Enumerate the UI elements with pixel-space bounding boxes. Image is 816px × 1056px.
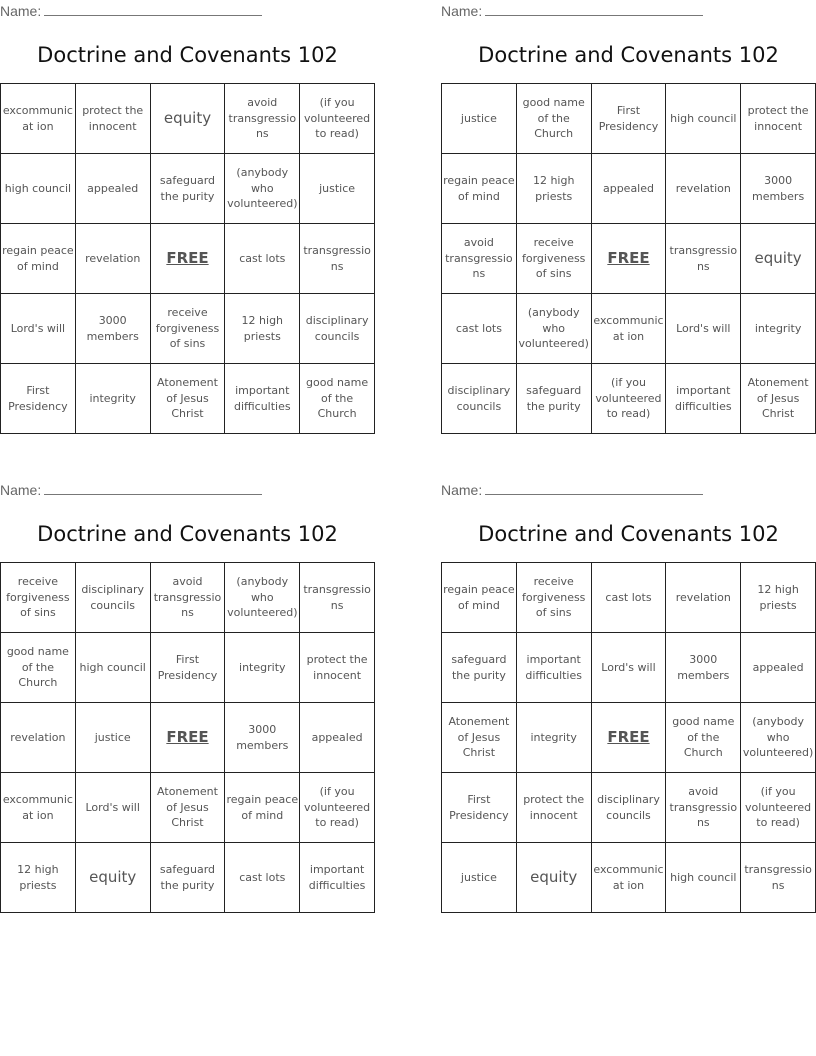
bingo-cell[interactable]: 12 high priests bbox=[741, 563, 816, 633]
bingo-cell[interactable]: justice bbox=[442, 843, 517, 913]
bingo-cell[interactable]: disciplinary councils bbox=[442, 364, 517, 434]
bingo-cell[interactable]: regain peace of mind bbox=[1, 224, 76, 294]
bingo-cell[interactable]: equity bbox=[741, 224, 816, 294]
bingo-cell[interactable]: First Presidency bbox=[1, 364, 76, 434]
name-blank-line[interactable] bbox=[44, 3, 262, 16]
bingo-cell[interactable]: receive forgiveness of sins bbox=[517, 563, 592, 633]
bingo-cell[interactable]: revelation bbox=[666, 563, 741, 633]
bingo-cell[interactable]: equity bbox=[517, 843, 592, 913]
bingo-cell[interactable]: avoid transgressions bbox=[151, 563, 226, 633]
bingo-cell[interactable]: safeguard the purity bbox=[151, 843, 226, 913]
bingo-cell[interactable]: 12 high priests bbox=[225, 294, 300, 364]
bingo-cell[interactable]: important difficulties bbox=[666, 364, 741, 434]
bingo-cell[interactable]: 3000 members bbox=[76, 294, 151, 364]
free-space[interactable]: FREE bbox=[592, 224, 667, 294]
bingo-cell[interactable]: excommunicat ion bbox=[1, 84, 76, 154]
bingo-cell[interactable]: appealed bbox=[76, 154, 151, 224]
bingo-cell[interactable]: regain peace of mind bbox=[442, 563, 517, 633]
bingo-cell[interactable]: safeguard the purity bbox=[151, 154, 226, 224]
bingo-cell[interactable]: protect the innocent bbox=[517, 773, 592, 843]
bingo-cell[interactable]: transgressions bbox=[741, 843, 816, 913]
name-label: Name: bbox=[0, 3, 42, 19]
bingo-cell[interactable]: disciplinary councils bbox=[76, 563, 151, 633]
bingo-cell[interactable]: receive forgiveness of sins bbox=[517, 224, 592, 294]
bingo-cell[interactable]: 3000 members bbox=[666, 633, 741, 703]
bingo-cell[interactable]: avoid transgressions bbox=[666, 773, 741, 843]
bingo-cell[interactable]: excommunicat ion bbox=[1, 773, 76, 843]
bingo-cell[interactable]: Atonement of Jesus Christ bbox=[151, 364, 226, 434]
bingo-cell[interactable]: protect the innocent bbox=[741, 84, 816, 154]
bingo-cell[interactable]: 3000 members bbox=[225, 703, 300, 773]
bingo-cell[interactable]: 12 high priests bbox=[1, 843, 76, 913]
bingo-cell[interactable]: disciplinary councils bbox=[592, 773, 667, 843]
bingo-cell[interactable]: important difficulties bbox=[517, 633, 592, 703]
bingo-cell[interactable]: cast lots bbox=[442, 294, 517, 364]
bingo-cell[interactable]: high council bbox=[666, 84, 741, 154]
bingo-cell[interactable]: safeguard the purity bbox=[442, 633, 517, 703]
name-field bbox=[0, 3, 262, 19]
bingo-cell[interactable]: 12 high priests bbox=[517, 154, 592, 224]
bingo-cell[interactable]: (if you volunteered to read) bbox=[741, 773, 816, 843]
bingo-cell[interactable]: protect the innocent bbox=[76, 84, 151, 154]
free-space[interactable]: FREE bbox=[151, 224, 226, 294]
bingo-grid bbox=[441, 562, 816, 913]
bingo-cell[interactable]: high council bbox=[1, 154, 76, 224]
bingo-cell[interactable]: (if you volunteered to read) bbox=[592, 364, 667, 434]
bingo-cell[interactable]: integrity bbox=[517, 703, 592, 773]
bingo-cell[interactable]: Atonement of Jesus Christ bbox=[442, 703, 517, 773]
bingo-cell[interactable]: transgressions bbox=[666, 224, 741, 294]
bingo-cell[interactable]: (anybody who volunteered) bbox=[225, 563, 300, 633]
bingo-cell[interactable]: revelation bbox=[1, 703, 76, 773]
bingo-grid bbox=[441, 83, 816, 434]
bingo-cell[interactable]: good name of the Church bbox=[517, 84, 592, 154]
bingo-cell[interactable]: (anybody who volunteered) bbox=[741, 703, 816, 773]
bingo-cell[interactable]: Lord's will bbox=[1, 294, 76, 364]
bingo-cell[interactable]: (anybody who volunteered) bbox=[225, 154, 300, 224]
bingo-cell[interactable]: avoid transgressions bbox=[442, 224, 517, 294]
card-title: Doctrine and Covenants 102 bbox=[37, 522, 338, 546]
bingo-cell[interactable]: appealed bbox=[300, 703, 375, 773]
bingo-cell[interactable]: good name of the Church bbox=[666, 703, 741, 773]
bingo-cell[interactable]: justice bbox=[300, 154, 375, 224]
bingo-cell[interactable]: equity bbox=[151, 84, 226, 154]
bingo-cell[interactable]: integrity bbox=[741, 294, 816, 364]
bingo-cell[interactable]: cast lots bbox=[592, 563, 667, 633]
bingo-cell[interactable]: high council bbox=[76, 633, 151, 703]
bingo-cell[interactable]: cast lots bbox=[225, 843, 300, 913]
bingo-cell[interactable]: cast lots bbox=[225, 224, 300, 294]
bingo-cell[interactable]: Lord's will bbox=[592, 633, 667, 703]
bingo-cell[interactable]: high council bbox=[666, 843, 741, 913]
name-blank-line[interactable] bbox=[44, 482, 262, 495]
bingo-cell[interactable]: receive forgiveness of sins bbox=[1, 563, 76, 633]
bingo-cell[interactable]: (if you volunteered to read) bbox=[300, 773, 375, 843]
bingo-cell[interactable]: appealed bbox=[741, 633, 816, 703]
bingo-cell[interactable]: receive forgiveness of sins bbox=[151, 294, 226, 364]
card-title: Doctrine and Covenants 102 bbox=[478, 522, 779, 546]
free-space[interactable]: FREE bbox=[151, 703, 226, 773]
name-field bbox=[441, 3, 703, 19]
bingo-cell[interactable]: important difficulties bbox=[300, 843, 375, 913]
bingo-cell[interactable]: Atonement of Jesus Christ bbox=[741, 364, 816, 434]
bingo-cell[interactable]: integrity bbox=[76, 364, 151, 434]
bingo-cell[interactable]: equity bbox=[76, 843, 151, 913]
bingo-cell[interactable]: appealed bbox=[592, 154, 667, 224]
bingo-cell[interactable]: justice bbox=[76, 703, 151, 773]
name-field bbox=[441, 482, 703, 498]
free-space[interactable]: FREE bbox=[592, 703, 667, 773]
card-title: Doctrine and Covenants 102 bbox=[478, 43, 779, 67]
bingo-cell[interactable]: justice bbox=[442, 84, 517, 154]
bingo-cell[interactable]: Lord's will bbox=[666, 294, 741, 364]
bingo-cell[interactable]: protect the innocent bbox=[300, 633, 375, 703]
bingo-cell[interactable]: important difficulties bbox=[225, 364, 300, 434]
bingo-cell[interactable]: revelation bbox=[76, 224, 151, 294]
bingo-cell[interactable]: integrity bbox=[225, 633, 300, 703]
card-title: Doctrine and Covenants 102 bbox=[37, 43, 338, 67]
bingo-cell[interactable]: excommunicat ion bbox=[592, 294, 667, 364]
name-label: Name: bbox=[441, 3, 483, 19]
bingo-cell[interactable]: Atonement of Jesus Christ bbox=[151, 773, 226, 843]
bingo-cell[interactable]: 3000 members bbox=[741, 154, 816, 224]
bingo-cell[interactable]: good name of the Church bbox=[1, 633, 76, 703]
bingo-cell[interactable]: revelation bbox=[666, 154, 741, 224]
bingo-cell[interactable]: First Presidency bbox=[151, 633, 226, 703]
bingo-cell[interactable]: First Presidency bbox=[442, 773, 517, 843]
bingo-cell[interactable]: (if you volunteered to read) bbox=[300, 84, 375, 154]
bingo-cell[interactable]: transgressions bbox=[300, 224, 375, 294]
bingo-cell[interactable]: regain peace of mind bbox=[442, 154, 517, 224]
name-label: Name: bbox=[0, 482, 42, 498]
bingo-cell[interactable]: avoid transgressions bbox=[225, 84, 300, 154]
bingo-cell[interactable]: (anybody who volunteered) bbox=[517, 294, 592, 364]
bingo-grid bbox=[0, 83, 375, 434]
bingo-cell[interactable]: First Presidency bbox=[592, 84, 667, 154]
bingo-cell[interactable]: regain peace of mind bbox=[225, 773, 300, 843]
bingo-cell[interactable]: excommunicat ion bbox=[592, 843, 667, 913]
bingo-cell[interactable]: good name of the Church bbox=[300, 364, 375, 434]
name-label: Name: bbox=[441, 482, 483, 498]
bingo-grid bbox=[0, 562, 375, 913]
bingo-cell[interactable]: Lord's will bbox=[76, 773, 151, 843]
name-blank-line[interactable] bbox=[485, 482, 703, 495]
name-field bbox=[0, 482, 262, 498]
bingo-cell[interactable]: disciplinary councils bbox=[300, 294, 375, 364]
bingo-cell[interactable]: transgressions bbox=[300, 563, 375, 633]
name-blank-line[interactable] bbox=[485, 3, 703, 16]
bingo-cell[interactable]: safeguard the purity bbox=[517, 364, 592, 434]
